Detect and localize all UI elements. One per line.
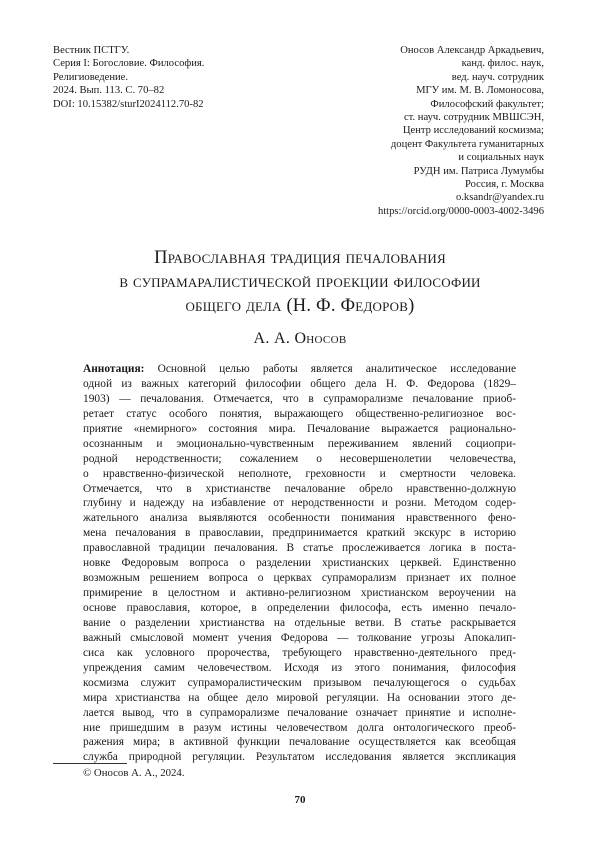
abstract-label: Аннотация:	[83, 363, 145, 375]
abstract-line: возможным решением вопроса о церквах супраморализм признает их полное	[83, 572, 516, 585]
author-info-line: доцент Факультета гуманитарных	[390, 138, 544, 150]
abstract-line: родной неродственности; сожалением о несовершенолетии человечества,	[83, 452, 516, 465]
abstract-first-line: Основной целью работы является аналитическое исследование	[144, 363, 516, 375]
abstract-line: о нравственно-физической неполноте, греховности и смертности человека.	[83, 467, 516, 480]
abstract-line: сиса как условного пророчества, требующего нравственно-деятельного пред-	[83, 646, 516, 659]
abstract-line: ражения мира; в активной функции печалование осуществляется как всеобщая	[83, 736, 516, 749]
author-info-line: Оносов Александр Аркадьевич,	[400, 45, 544, 56]
abstract-line: служба природной регуляции. Результатом исследования является экспликация	[83, 751, 516, 764]
abstract-line: вание о разделении христианства на отдельные ветви. В статье раскрывается	[83, 616, 516, 629]
abstract-line: важный смысловой момент учения Федорова — толкование угрозы Апокалип-	[83, 631, 516, 644]
author-info-line: МГУ им. М. В. Ломоносова,	[416, 85, 544, 97]
footnote-divider	[53, 763, 127, 764]
abstract-line: глубину и надежду на избавление от неродственности и розни. Методом содер-	[83, 497, 516, 510]
abstract-line: Отмечается, что в христианстве печалование обрело нравственно-должную	[83, 482, 516, 495]
title-line: общего дела (Н. Ф. Федоров)	[185, 296, 415, 316]
title-line: в супрамаралистической проекции философии	[119, 272, 481, 292]
author-info-line: РУДН им. Патриса Лумумбы	[413, 165, 544, 177]
abstract-line: упреждения самим человечеством. Исходя из этого понимания, философия	[83, 661, 516, 674]
abstract-line: основе православия, которое, в определении философа, есть именно печало-	[83, 602, 516, 614]
copyright-footnote: © Оносов А. А., 2024.	[83, 767, 185, 779]
journal-info	[53, 44, 283, 111]
author-info-line: Россия, г. Москва	[464, 179, 544, 191]
author-info	[264, 44, 544, 218]
journal-line: Вестник ПСТГУ.	[53, 45, 130, 56]
abstract-line: ние пришедшим в разум истины человечеством долга онтологического преоб-	[83, 721, 516, 734]
author-info-line: и социальных наук	[458, 152, 544, 164]
journal-line: 2024. Вып. 113. С. 70–82	[53, 85, 165, 97]
abstract-line: одной из важных категорий философии общего дела Н. Ф. Федорова (1829–	[83, 377, 516, 390]
abstract-line: примирение в целостном и активно-религиозном христианском вероучении на	[83, 587, 516, 600]
page-number: 70	[294, 794, 306, 806]
title-line: Православная традиция печалования	[154, 248, 446, 268]
article-title	[60, 246, 540, 318]
journal-line: Религиоведение.	[53, 71, 129, 83]
abstract-line: осознанным и эмоционально-чувственным переживанием явлений социопри-	[83, 437, 516, 450]
author-byline: А. А. Оносов	[253, 330, 347, 347]
abstract-line: приятие «немирного» состояния мира. Печалование выражается рационально-	[83, 422, 516, 435]
journal-line: Серия I: Богословие. Философия.	[53, 58, 205, 70]
abstract-line: православной традиции печалования. В статье прослеживается логика в поста-	[83, 542, 516, 555]
abstract-line: космизма служит супраморалистическим призывом печалующегося о судьбах	[83, 676, 516, 689]
abstract-line: мира христианства на общее дело мировой регуляции. На основании этого де-	[83, 691, 516, 704]
author-info-line: Центр исследований космизма;	[402, 125, 544, 137]
abstract-line: лается вывод, что в супраморализме печалование означает принятие и исполне-	[83, 706, 516, 719]
author-orcid-link[interactable]: https://orcid.org/0000-0003-4002-3496	[377, 205, 544, 217]
abstract-line: мена печалования в православии, предпринимается краткий экскурс в историю	[83, 527, 516, 540]
abstract-line	[83, 362, 516, 377]
journal-doi[interactable]: DOI: 10.15382/sturI2024112.70-82	[53, 98, 204, 110]
abstract-line: жательного анализа выявляются особенности понимания нравственного фено-	[83, 512, 516, 525]
author-info-line: канд. филос. наук,	[461, 58, 544, 70]
author-email-link[interactable]: o.ksandr@yandex.ru	[455, 192, 544, 204]
author-info-line: вед. науч. сотрудник	[451, 71, 544, 83]
abstract-line: ретает статус особого понятия, выражающего общественно-религиозное вос-	[83, 407, 516, 420]
abstract-line: 1903) — печалования. Отмечается, что в супраморализме печалование приоб-	[83, 392, 516, 405]
abstract-line: новке Федоровым вопроса о разделении христианских церквей. Единственно	[83, 557, 516, 570]
author-info-line: Философский факультет;	[430, 98, 544, 110]
author-info-line: ст. науч. сотрудник МВШСЭН,	[403, 112, 544, 124]
abstract	[83, 362, 516, 765]
